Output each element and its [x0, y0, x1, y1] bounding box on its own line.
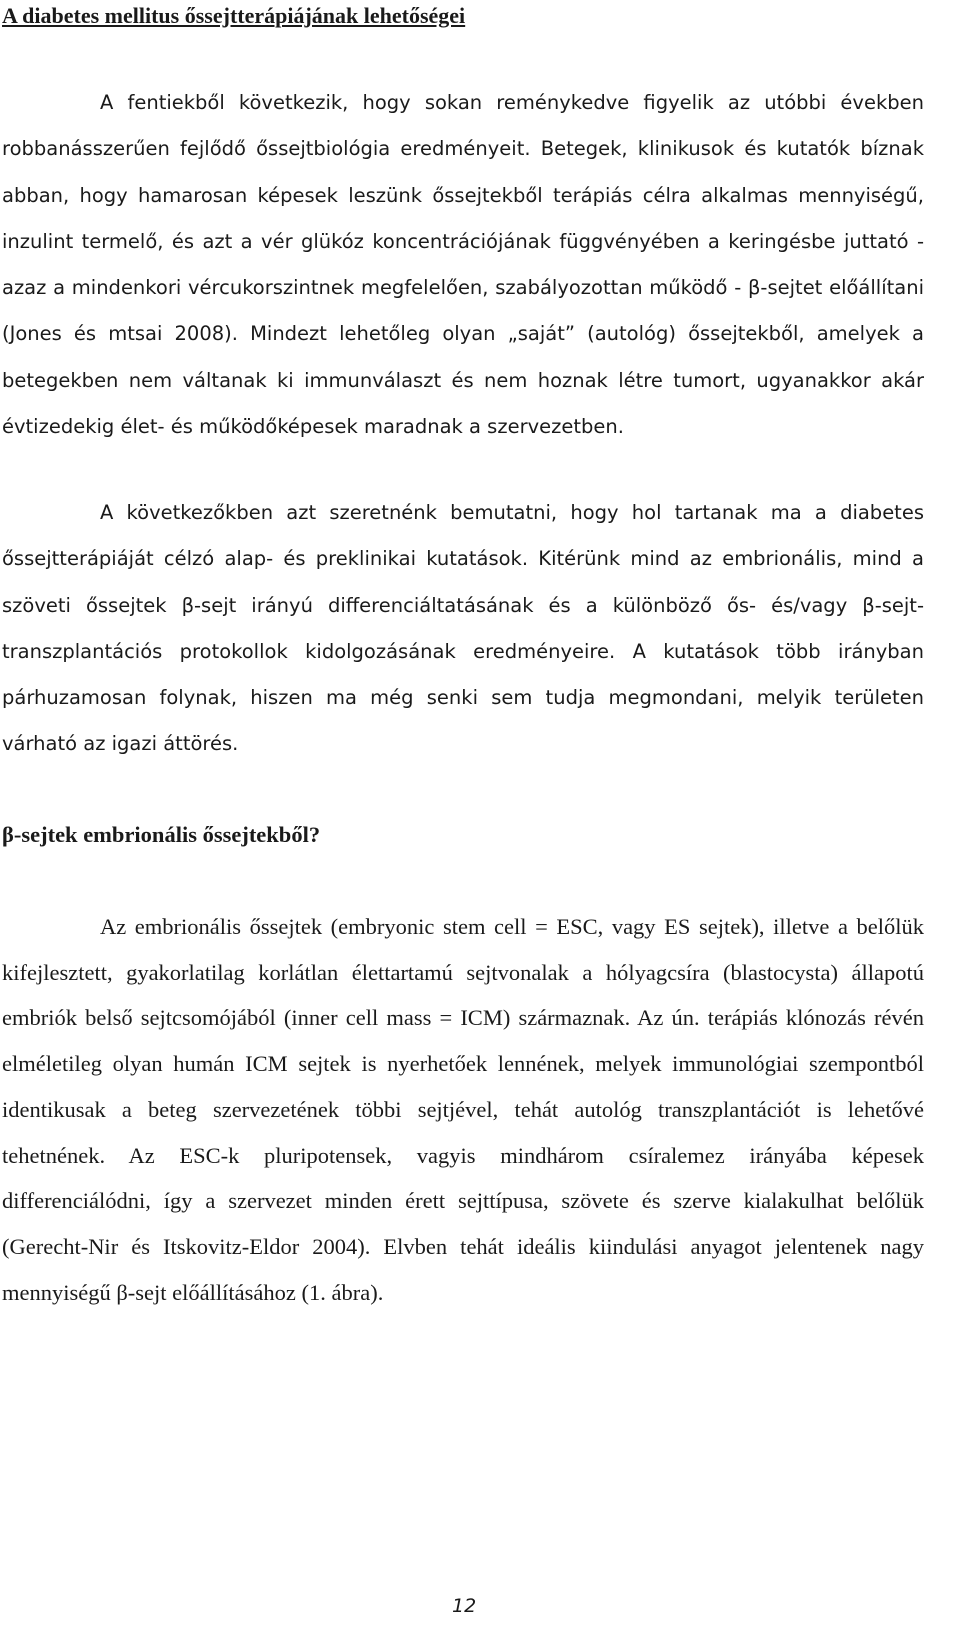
paragraph-intro [2, 80, 924, 450]
subheading: β-sejtek embrionális őssejtekből? [2, 822, 321, 847]
paragraph-overview [2, 490, 924, 768]
paragraph-esc [2, 904, 924, 1315]
paragraph-text: Az embrionális őssejtek (embryonic stem cell = ESC, vagy ES sejtek), illetve a belőlük kifejlesztett, gyakorlatilag korlátlan élettartamú sejtvonalak a hólyagcsíra (blastocysta) állapotú embriók belső sejtcsomójából (inner cell mass = ICM) származnak. Az ún. terápiás klónozás révén elméletileg olyan humán ICM sejtek is nyerhetőek lennének, melyek immunológiai szempontból identikusak a beteg szervezetének többi sejtjével, tehát autológ transzplantációt is lehetővé tehetnének. Az ESC-k pluripotensek, vagyis mindhárom csíralemez irányába képesek differenciálódni, így a szervezet minden érett sejttípusa, szövete és szerve kialakulhat belőlük (Gerecht-Nir és Itskovitz-Eldor 2004). Elvben tehát ideális kiindulási anyagot jelentenek nagy mennyiségű β-sejt előállításához (1. ábra). [2, 914, 924, 1305]
paragraph-text: A következőkben azt szeretnénk bemutatni, hogy hol tartanak ma a diabetes őssejtterápiáját célzó alap- és preklinikai kutatások. Kitérünk mind az embrionális, mind a szöveti őssejtek β-sejt irányú differenciáltatásának és a különböző ős- és/vagy β-sejt-transzplantációs protokollok kidolgozásának eredményeire. A kutatások több irányban párhuzamosan folynak, hiszen ma még senki sem tudja megmondani, melyik területen várható az igazi áttörés. [2, 501, 924, 756]
section-title: A diabetes mellitus őssejtterápiájának lehetőségei [2, 3, 466, 28]
page-number: 12 [452, 1595, 477, 1617]
paragraph-text: A fentiekből következik, hogy sokan reménykedve figyelik az utóbbi években robbanásszerűen fejlődő őssejtbiológia eredményeit. Betegek, klinikusok és kutatók bíznak abban, hogy hamarosan képesek leszünk őssejtekből terápiás célra alkalmas mennyiségű, inzulint termelő, és azt a vér glükóz koncentrációjának függvényében a keringésbe juttató - azaz a mindenkori vércukorszintnek megfelelően, szabályozottan működő - β-sejtet előállítani (Jones és mtsai 2008). Mindezt lehetőleg olyan „saját” (autológ) őssejtekből, amelyek a betegekben nem váltanak ki immunválaszt és nem hoznak létre tumort, ugyanakkor akár évtizedekig élet- és működőképesek maradnak a szervezetben. [2, 91, 924, 439]
